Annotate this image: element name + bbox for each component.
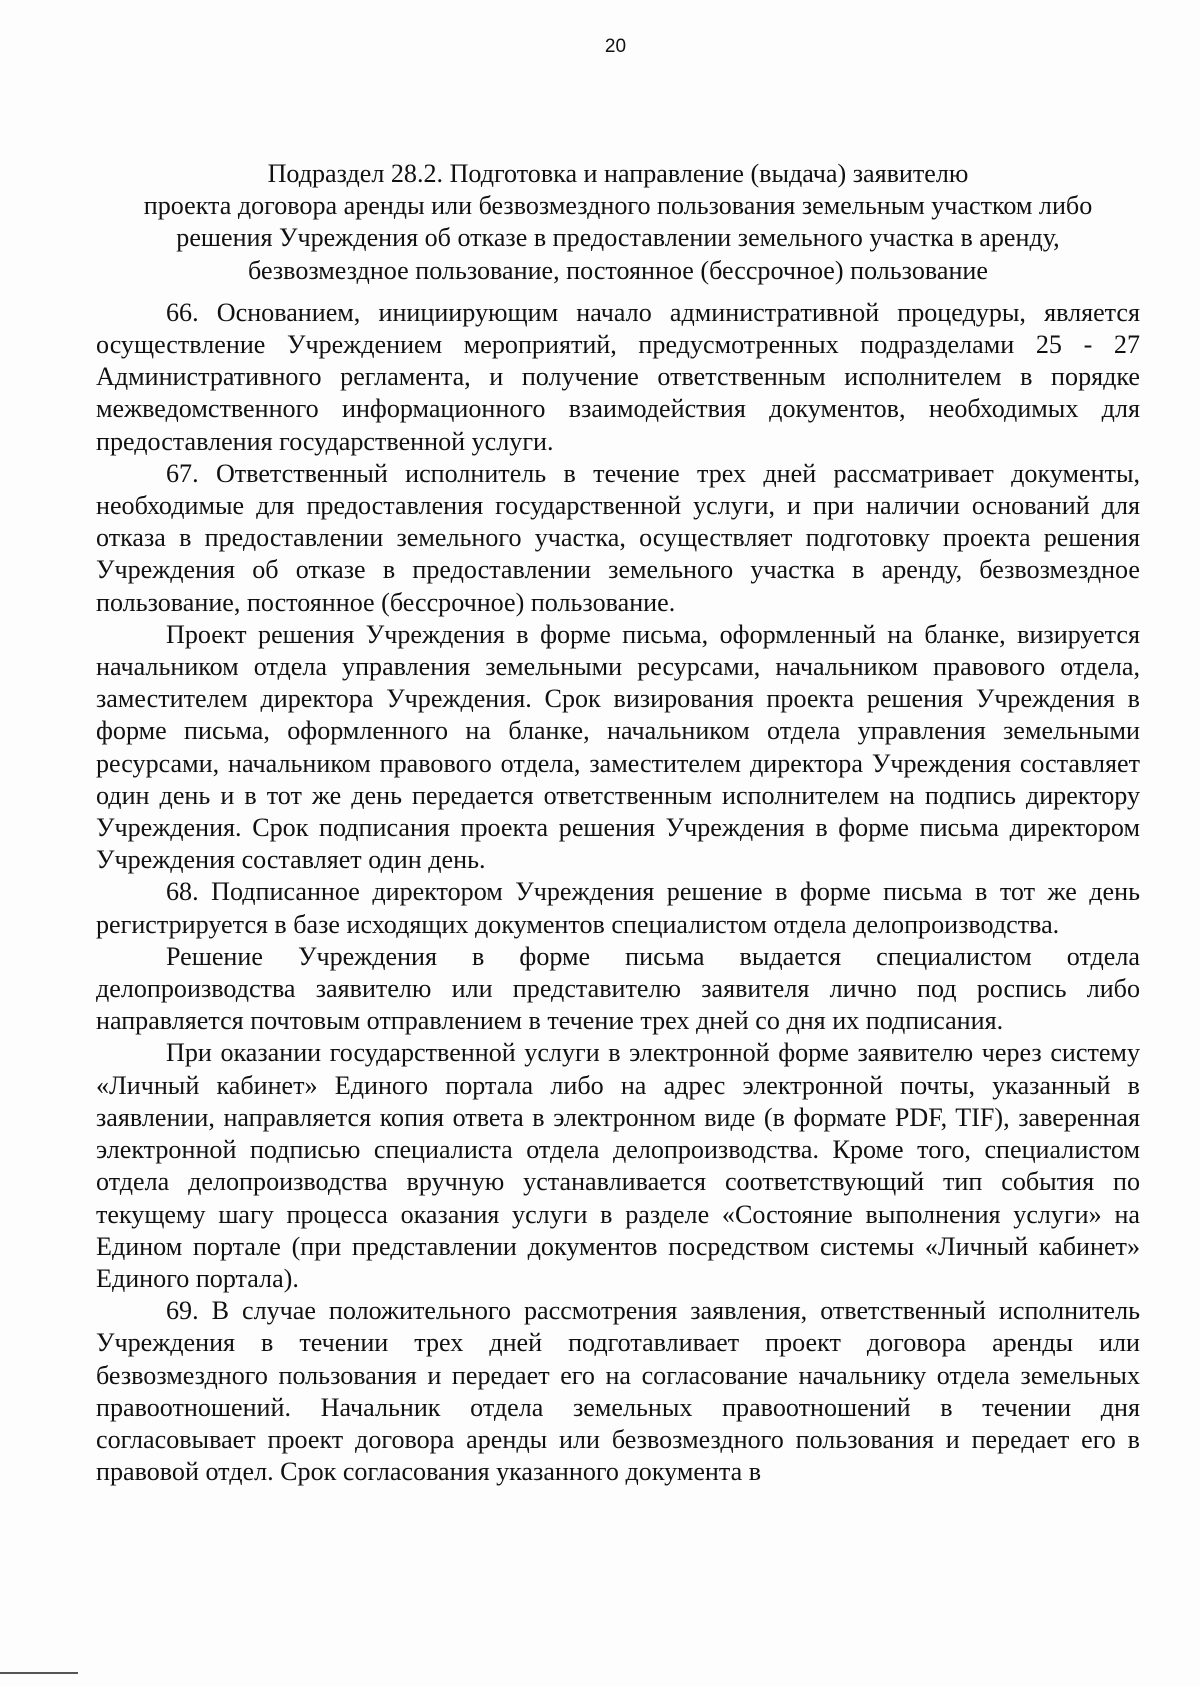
paragraph-66: 66. Основанием, инициирующим начало административной процедуры, является осуществление Учреждением мероприятий, предусмотренных подразделами 25 - 27 Административного регламента, и получение ответственным исполнителем в порядке межведомственного информационного взаимодействия документов, необходимых для предоставления государственной услуги. bbox=[96, 297, 1140, 456]
heading-line: безвозмездное пользование, постоянное (бессрочное) пользование bbox=[248, 255, 988, 285]
paragraph-electronic-form: При оказании государственной услуги в электронной форме заявителю через систему «Личный кабинет» Единого портала либо на адрес электронной почты, указанный в заявлении, направляется копия ответа в электронном виде (в формате PDF, TIF), заверенная электронной подписью специалиста отдела делопроизводства. Кроме того, специалистом отдела делопроизводства вручную устанавливается соответствующий тип события по текущему шагу процесса оказания услуги в разделе «Состояние выполнения услуги» на Едином портале (при представлении документов посредством системы «Личный кабинет» Единого портала). bbox=[96, 1038, 1140, 1293]
paragraph-67: 67. Ответственный исполнитель в течение трех дней рассматривает документы, необходимые для предоставления государственной услуги, и при наличии оснований для отказа в предоставлении земельного участка, осуществляет подготовку проекта решения Учреждения об отказе в предоставлении земельного участка в аренду, безвозмездное пользование, постоянное (бессрочное) пользование. bbox=[96, 458, 1140, 617]
paragraph-decision-issue: Решение Учреждения в форме письма выдается специалистом отдела делопроизводства заявителю или представителю заявителя лично под роспись либо направляется почтовым отправлением в течение трех дней со дня их подписания. bbox=[96, 941, 1140, 1036]
page-number: 20 bbox=[604, 36, 627, 57]
heading-line: Подраздел 28.2. Подготовка и направление (выдача) заявителю bbox=[267, 159, 969, 188]
scan-edge-mark bbox=[0, 1672, 78, 1674]
paragraph-draft-decision: Проект решения Учреждения в форме письма, оформленный на бланке, визируется начальником отдела управления земельными ресурсами, начальником правового отдела, заместителем директора Учреждения. Срок визирования проекта решения Учреждения в форме письма, оформленного на бланке, начальником отдела управления земельными ресурсами, начальником правового отдела, заместителем директора Учреждения составляет один день и в тот же день передается ответственным исполнителем на подпись директору Учреждения. Срок подписания проекта решения Учреждения в форме письма директором Учреждения составляет один день. bbox=[96, 619, 1140, 875]
paragraph-69: 69. В случае положительного рассмотрения заявления, ответственный исполнитель Учреждения в течении трех дней подготавливает проект договора аренды или безвозмездного пользования и передает его на согласование начальнику отдела земельных правоотношений. Начальник отдела земельных правоотношений в течении дня согласовывает проект договора аренды или безвозмездного пользования и передает его в правовой отдел. Срок согласования указанного документа в bbox=[96, 1296, 1140, 1487]
document-body bbox=[96, 158, 1140, 1488]
paragraph-68: 68. Подписанное директором Учреждения решение в форме письма в тот же день регистрируется в базе исходящих документов специалистом отдела делопроизводства. bbox=[96, 877, 1140, 939]
heading-line: проекта договора аренды или безвозмездного пользования земельным участком либо bbox=[143, 191, 1093, 221]
section-heading bbox=[96, 158, 1140, 287]
heading-line: решения Учреждения об отказе в предоставлении земельного участка в аренду, bbox=[176, 223, 1060, 253]
